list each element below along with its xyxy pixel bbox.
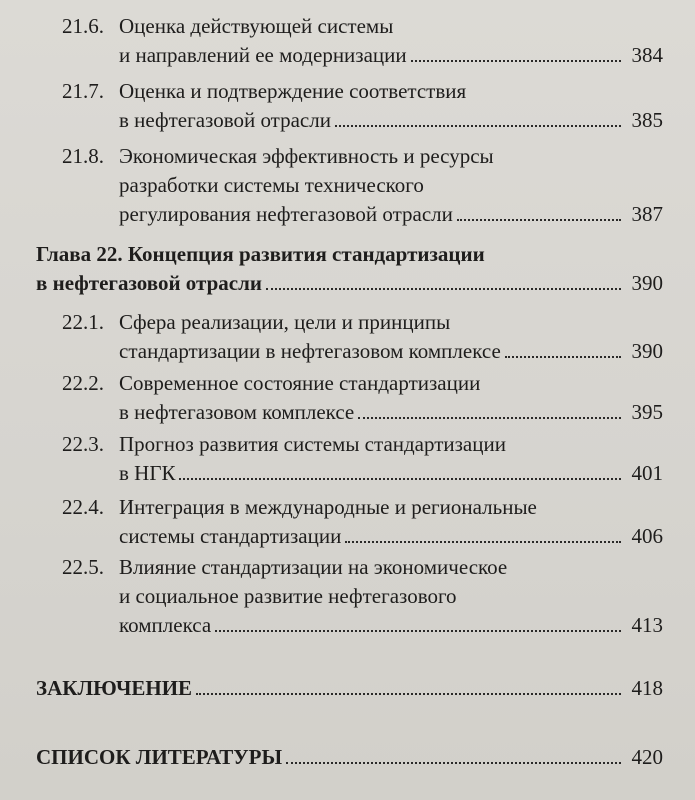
- entry-title-line: Современное состояние стандартизации: [119, 371, 481, 395]
- page-number: 385: [631, 108, 663, 132]
- section-title: СПИСОК ЛИТЕРАТУРЫ: [36, 745, 283, 769]
- dot-leader: [411, 60, 621, 62]
- dot-leader: [457, 219, 621, 221]
- dot-leader: [215, 630, 621, 632]
- page-number: 387: [631, 202, 663, 226]
- entry-title-line: комплекса: [119, 613, 212, 637]
- dot-leader: [358, 417, 621, 419]
- page-number: 390: [631, 271, 663, 295]
- entry-title-line: системы стандартизации: [119, 524, 342, 548]
- page-number: 395: [631, 400, 663, 424]
- page-number: 418: [631, 676, 663, 700]
- entry-title-line: Экономическая эффективность и ресурсы: [119, 144, 494, 168]
- chapter-title-line: в нефтегазовой отрасли: [36, 271, 262, 295]
- entry-title-line: в нефтегазовом комплексе: [119, 400, 355, 424]
- entry-title-line: и направлений ее модернизации: [119, 43, 407, 67]
- entry-title-line: Оценка действующей системы: [119, 14, 394, 38]
- page-number: 406: [631, 524, 663, 548]
- page-number: 413: [631, 613, 663, 637]
- section-number: 22.5.: [62, 555, 104, 579]
- dot-leader: [335, 125, 621, 127]
- section-number: 21.7.: [62, 79, 104, 103]
- entry-title-line: стандартизации в нефтегазовом комплексе: [119, 339, 501, 363]
- entry-title-line: Оценка и подтверждение соответствия: [119, 79, 467, 103]
- page-number: 390: [631, 339, 663, 363]
- entry-title-line: Сфера реализации, цели и принципы: [119, 310, 451, 334]
- entry-title-line: регулирования нефтегазовой отрасли: [119, 202, 453, 226]
- dot-leader: [266, 288, 621, 290]
- section-number: 22.4.: [62, 495, 104, 519]
- entry-title-line: в НГК: [119, 461, 176, 485]
- page-number: 401: [631, 461, 663, 485]
- entry-title-line: Влияние стандартизации на экономическое: [119, 555, 508, 579]
- section-number: 22.3.: [62, 432, 104, 456]
- section-number: 22.2.: [62, 371, 104, 395]
- entry-title-line: и социальное развитие нефтегазового: [119, 584, 457, 608]
- section-number: 21.6.: [62, 14, 104, 38]
- entry-title-line: Прогноз развития системы стандартизации: [119, 432, 506, 456]
- section-title: ЗАКЛЮЧЕНИЕ: [36, 676, 193, 700]
- page-number: 420: [631, 745, 663, 769]
- entry-title-line: Интеграция в международные и региональные: [119, 495, 537, 519]
- dot-leader: [505, 356, 621, 358]
- dot-leader: [345, 541, 621, 543]
- entry-title-line: в нефтегазовой отрасли: [119, 108, 331, 132]
- entry-title-line: разработки системы технического: [119, 173, 424, 197]
- section-number: 22.1.: [62, 310, 104, 334]
- dot-leader: [196, 693, 621, 695]
- dot-leader: [179, 478, 621, 480]
- dot-leader: [286, 762, 621, 764]
- section-number: 21.8.: [62, 144, 104, 168]
- page-number: 384: [631, 43, 663, 67]
- chapter-title-line: Глава 22. Концепция развития стандартизации: [36, 242, 485, 266]
